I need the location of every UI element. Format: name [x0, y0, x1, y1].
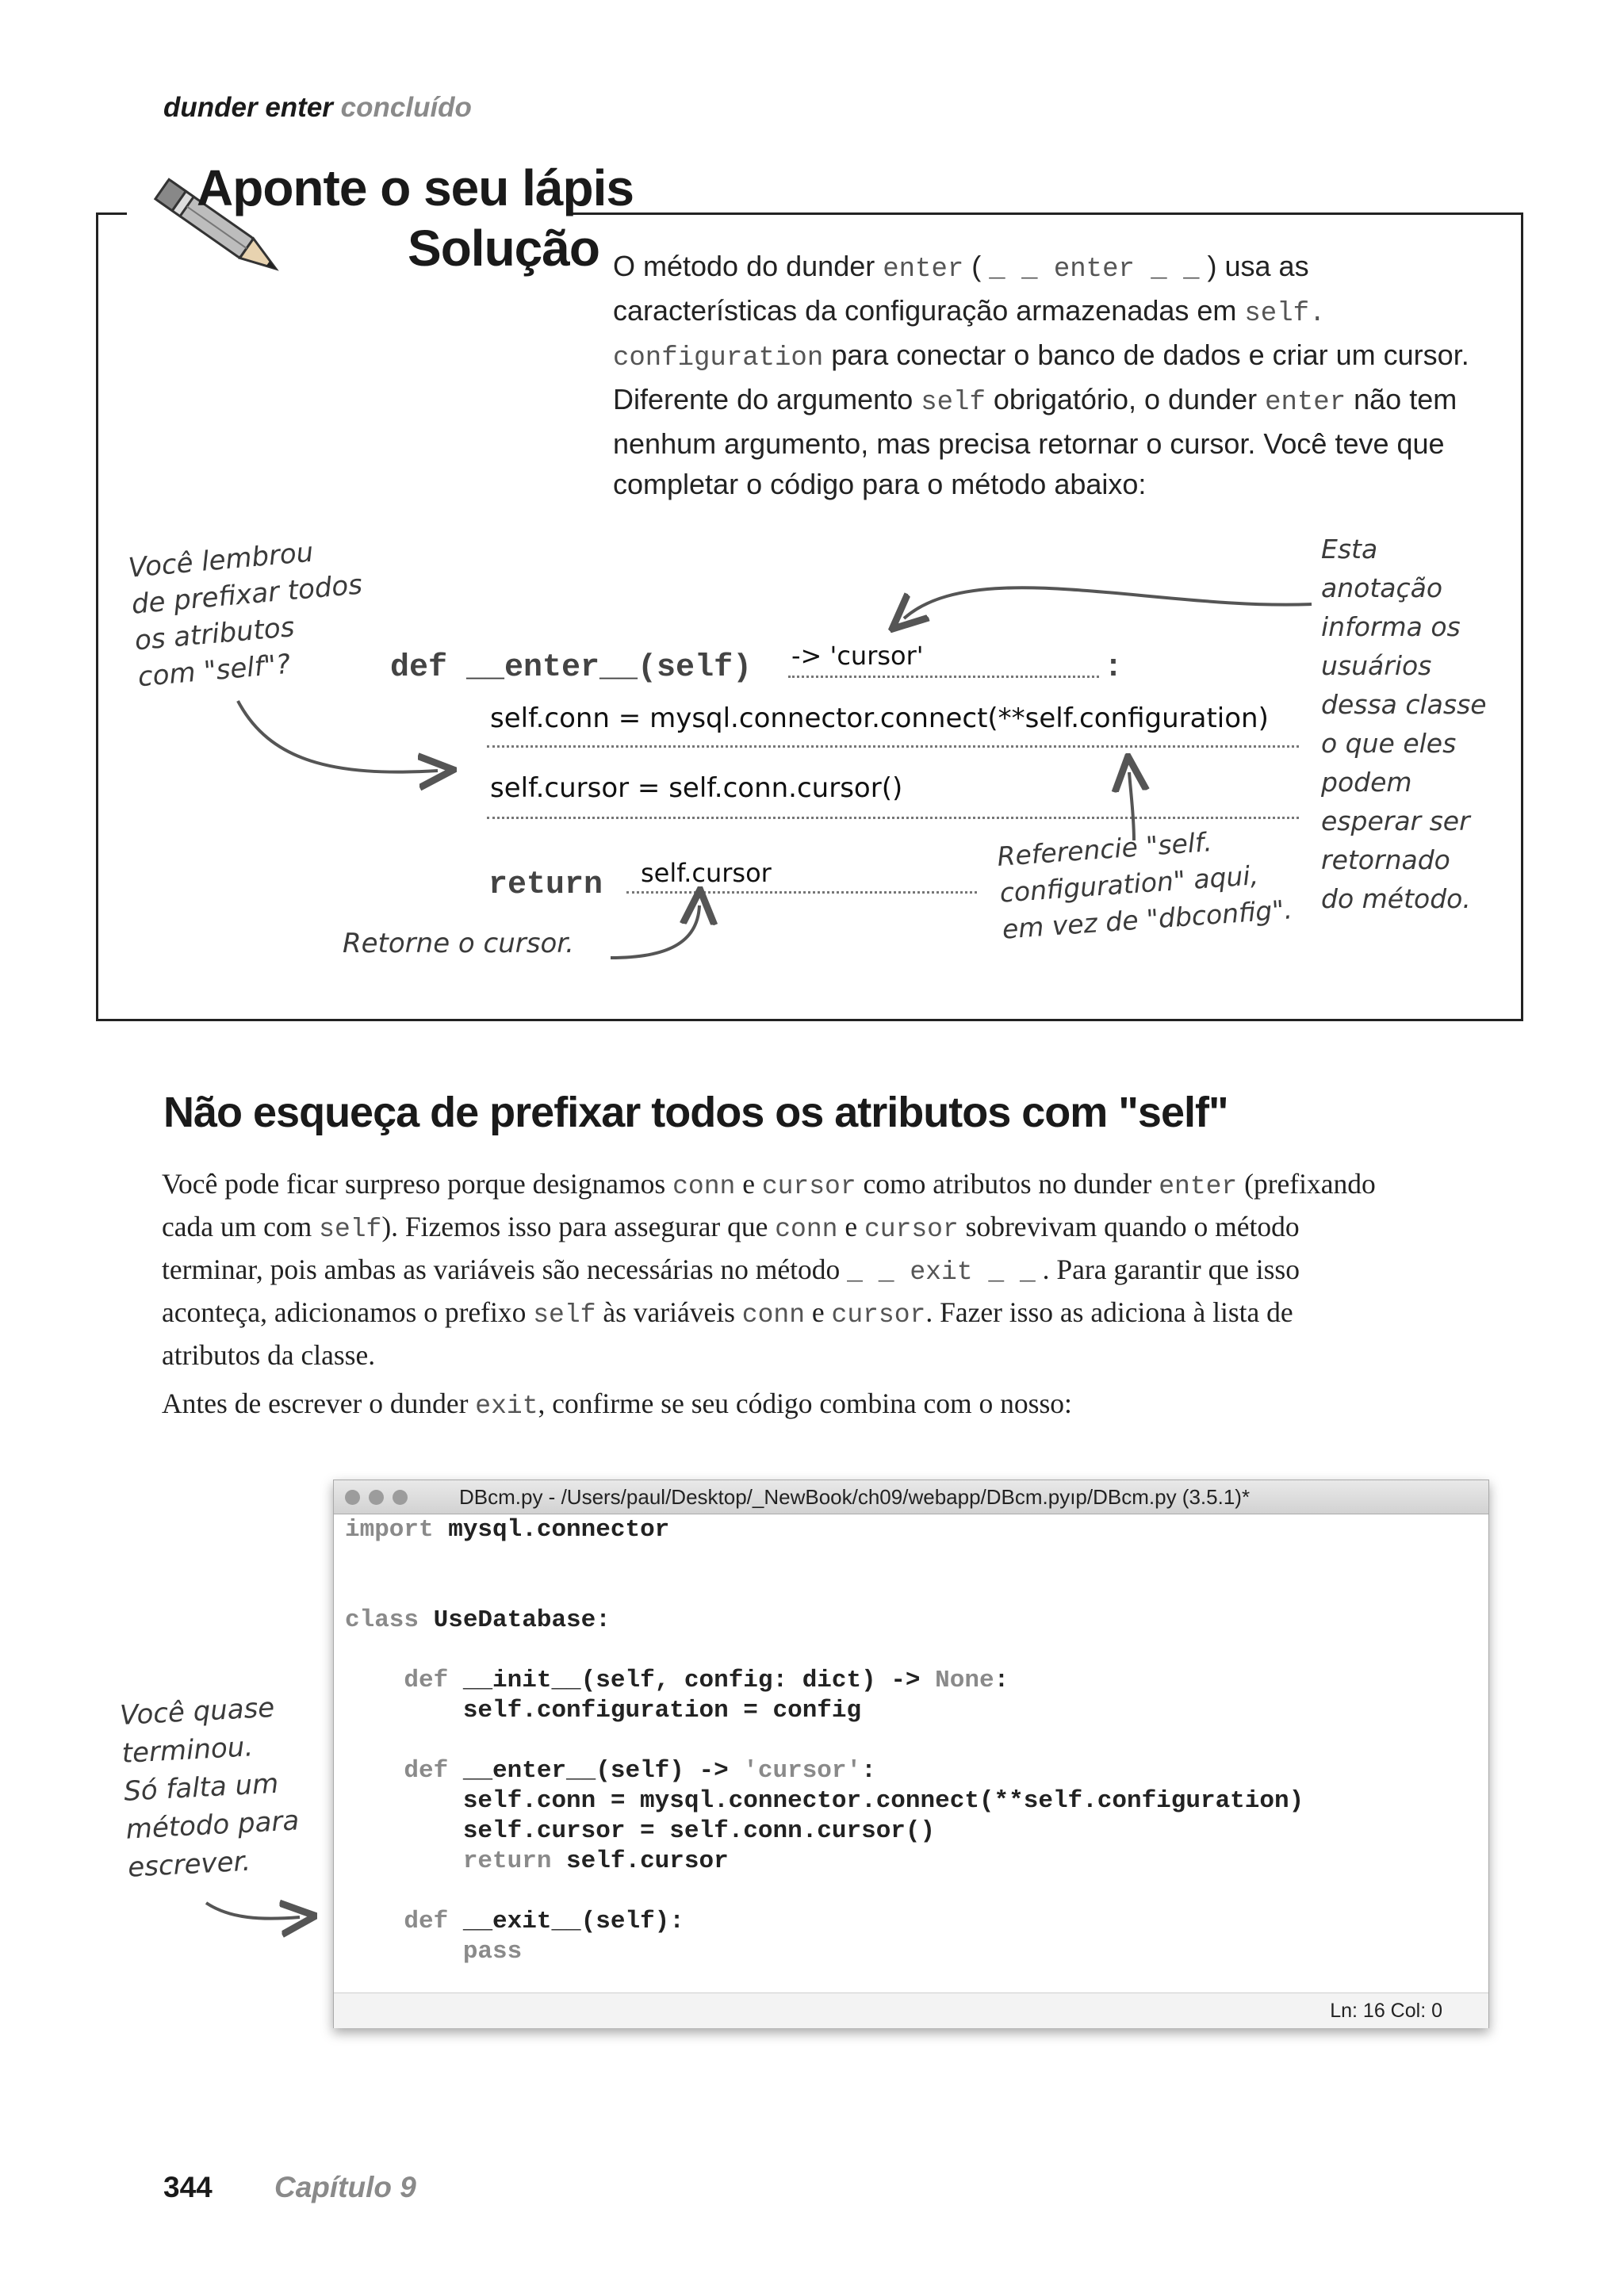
p1-code: cursor: [761, 1172, 856, 1201]
exercise-title-line1: Aponte o seu lápis: [197, 159, 634, 216]
def-colon: :: [1104, 650, 1124, 686]
paragraph-2: [162, 1384, 1383, 1426]
intro-code: _ _ enter _ _: [989, 255, 1200, 285]
code-string: 'cursor': [743, 1757, 862, 1785]
editor-code[interactable]: [345, 1515, 1304, 1967]
minimize-window-button[interactable]: [369, 1490, 384, 1505]
p1-text: e: [805, 1296, 832, 1328]
code-keyword: pass: [345, 1938, 523, 1966]
p1-code: cursor: [831, 1300, 926, 1330]
code-keyword: def: [345, 1908, 449, 1935]
annotation-answer: -> 'cursor': [791, 641, 924, 671]
note-reference: Referencie "self. configuration" aqui, em vez de "dbconfig".: [996, 826, 1294, 945]
p1-text: Você pode ficar surpreso porque designamos: [162, 1168, 673, 1200]
intro-code: self: [921, 388, 986, 418]
return-answer: self.cursor: [641, 858, 772, 888]
code-keyword: None: [935, 1667, 994, 1694]
cursor-position: Ln: 16 Col: 0: [1330, 2000, 1442, 2022]
code-text: :: [861, 1757, 876, 1785]
paragraph-1: [162, 1164, 1383, 1376]
close-window-button[interactable]: [345, 1490, 360, 1505]
arrow-lines: [0, 0, 1624, 1031]
code-text: __exit__(self):: [448, 1908, 684, 1935]
p1-text: . Fazer isso as adiciona à lista de atributos da classe.: [162, 1296, 1293, 1371]
intro-text: (: [963, 250, 990, 282]
p1-text: e: [837, 1211, 864, 1242]
p2-code: exit: [475, 1391, 538, 1421]
p1-text: às variáveis: [596, 1296, 742, 1328]
p1-text: (prefixando cada um com: [162, 1168, 1376, 1242]
code-keyword: class: [345, 1606, 419, 1634]
code-keyword: def: [345, 1757, 449, 1785]
code-keyword: def: [345, 1667, 449, 1694]
intro-code: enter: [883, 255, 964, 285]
p2-text: Antes de escrever o dunder: [162, 1388, 476, 1419]
p1-code: self: [319, 1215, 382, 1244]
p1-text: ). Fizemos isso para assegurar que: [381, 1211, 776, 1242]
editor-title: DBcm.py - /Users/paul/Desktop/_NewBook/ch09/webapp/DBcm.pyıp/DBcm.py (3.5.1)*: [459, 1485, 1251, 1509]
page-number: 344: [163, 2171, 213, 2203]
arrow-to-configuration: [1129, 772, 1134, 840]
code-keyword: import: [345, 1516, 434, 1544]
body-text: [162, 1164, 1383, 1434]
intro-text: O método do dunder: [613, 250, 883, 282]
p1-code: enter: [1159, 1172, 1238, 1201]
code-text: mysql.connector: [433, 1516, 670, 1544]
p1-text: sobrevivam quando o método terminar, pois ambas as variáveis são necessárias no método: [162, 1211, 1300, 1285]
intro-text: para conectar o banco de dados e criar um cursor. Diferente do argumento: [613, 339, 1469, 415]
editor-title-bar: [334, 1480, 1488, 1514]
intro-code: enter: [1265, 388, 1346, 418]
note-annotation: Esta anotação informa os usuários dessa classe o que eles podem esperar ser retornado do método.: [1321, 534, 1487, 914]
p1-code: conn: [775, 1215, 838, 1244]
code-text: __init__(self, config: dict) ->: [448, 1667, 936, 1694]
arrow-to-self: [238, 701, 438, 772]
p1-code: cursor: [864, 1215, 959, 1244]
code-text: self.configuration = config: [345, 1697, 862, 1725]
editor-status-bar: [334, 1992, 1488, 2028]
editor-window: [333, 1480, 1489, 2028]
intro-text: ) usa as características da configuração armazenadas em: [613, 250, 1309, 327]
arrow-to-return: [611, 905, 699, 958]
zoom-window-button[interactable]: [393, 1490, 408, 1505]
chapter-label: Capítulo 9: [274, 2171, 416, 2203]
note-return-cursor: Retorne o cursor.: [343, 928, 574, 959]
header-title-gray: concluído: [340, 92, 472, 123]
header-title-bold: dunder enter: [163, 92, 333, 123]
p2-text: , confirme se seu código combina com o nosso:: [538, 1388, 1072, 1419]
code-text: :: [994, 1667, 1009, 1694]
note-almost-done: Você quase terminou. Só falta um método para escrever.: [119, 1691, 301, 1884]
p1-text: e: [735, 1168, 762, 1200]
exercise-title-line2: Solução: [408, 220, 599, 277]
p1-text: como atributos no dunder: [856, 1168, 1159, 1200]
def-enter-line: def __enter__(self): [390, 650, 753, 686]
arrow-to-annotation: [904, 588, 1312, 618]
cursor-answer: self.cursor = self.conn.cursor(): [490, 772, 903, 804]
code-text: UseDatabase:: [419, 1606, 611, 1634]
return-keyword: return: [488, 867, 603, 903]
note-prefix-self: Você lembrou de prefixar todos os atributos com "self"?: [127, 536, 364, 694]
section-title: Não esqueça de prefixar todos os atributos com "self": [163, 1089, 1228, 1136]
p1-code: conn: [741, 1300, 805, 1330]
code-text: self.cursor = self.conn.cursor(): [345, 1817, 936, 1845]
code-text: self.cursor: [551, 1847, 729, 1875]
code-text: __enter__(self) ->: [448, 1757, 744, 1785]
p1-code: self: [533, 1300, 596, 1330]
p1-text: . Para garantir que isso aconteça, adicionamos o prefixo: [162, 1254, 1300, 1328]
arrow-to-exit: [198, 1887, 317, 1943]
conn-answer: self.conn = mysql.connector.connect(**self.configuration): [490, 702, 1269, 734]
code-text: self.conn = mysql.connector.connect(**self.configuration): [345, 1787, 1304, 1815]
intro-code: self. configuration: [613, 299, 1326, 373]
code-keyword: return: [345, 1847, 552, 1875]
p1-code: conn: [672, 1172, 736, 1201]
intro-text: não tem nenhum argumento, mas precisa retornar o cursor. Você teve que completar o código para o método abaixo:: [613, 383, 1457, 500]
p1-code: _ _ exit _ _: [847, 1258, 1036, 1287]
intro-text: obrigatório, o dunder: [985, 383, 1266, 415]
